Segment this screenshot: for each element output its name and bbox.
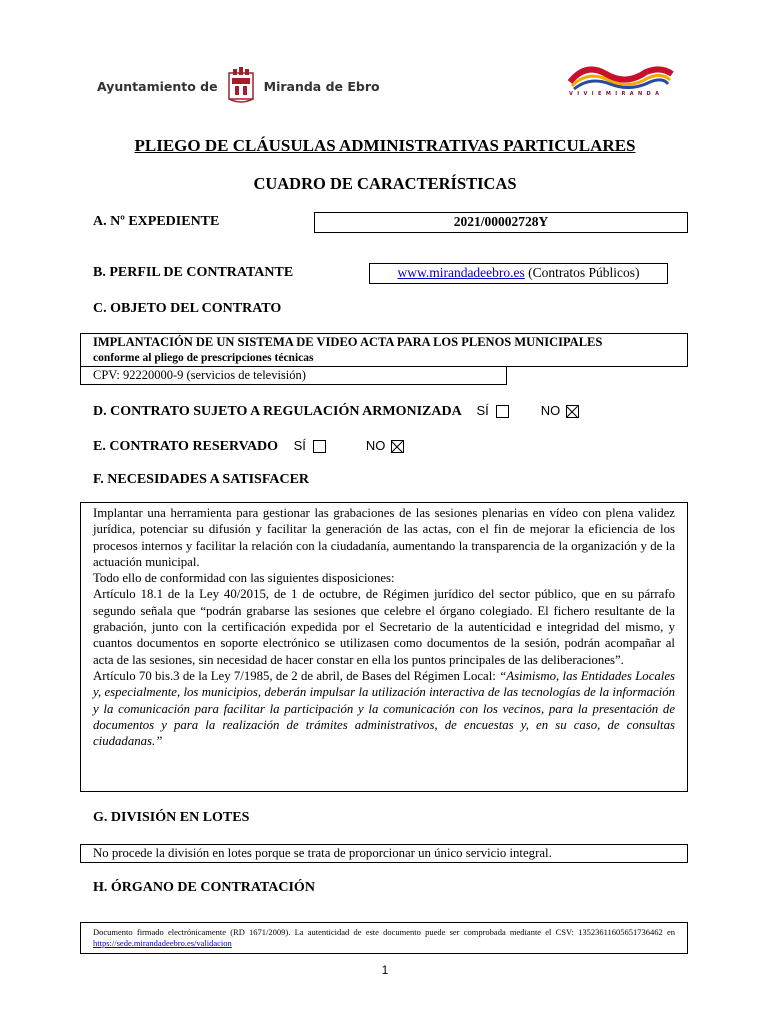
page-number: 1 — [381, 963, 389, 977]
perfil-link[interactable]: www.mirandadeebro.es — [397, 265, 525, 280]
necesidades-paragraph-3: Artículo 18.1 de la Ley 40/2015, de 1 de octubre, de Régimen jurídico del sector público, que en su párrafo segundo señala que “podrán grabarse las sesiones que celebre el órgano colegiado. El fichero resultante de la grabación, junto con la certificación expedida por el Secretario de la autenticidad e integridad del mismo, y cuantos documentos en soporte electrónico se utilizasen como documentos de la sesión, podrán acompañar al acta de las sesiones, sin necesidad de hacer constar en ella los puntos principales de las deliberaciones”. — [93, 587, 675, 667]
necesidades-paragraph-4 — [93, 668, 675, 749]
section-g-label: G. DIVISIÓN EN LOTES — [93, 810, 250, 825]
article-70-quote: “Asimismo, las Entidades Locales y, especialmente, los municipios, deberán impulsar la utilización interactiva de las tecnologías de la información y la comunicación para facilitar la participación y la comunicación con los vecinos, para la presentación de documentos y para la realización de trámites administrativos, de encuestas y, en su caso, de consultas ciudadanas.” — [93, 668, 676, 749]
necesidades-paragraph-2: Todo ello de conformidad con las siguientes disposiciones: — [93, 571, 395, 586]
csv-note-text: Documento firmado electrónicamente (RD 1671/2009). La autenticidad de este documento puede ser comprobada mediante el CSV: 13523611605651736462 en — [93, 927, 675, 937]
section-a-label: A. Nº EXPEDIENTE — [93, 214, 220, 229]
perfil-link-suffix: (Contratos Públicos) — [524, 265, 640, 280]
section-e-row — [93, 438, 404, 455]
coat-of-arms-icon — [226, 67, 256, 105]
necesidades-paragraph-1: Implantar una herramienta para gestionar las grabaciones de las sesiones plenarias en vídeo con plena validez jurídica, potenciar su difusión y facilitar la generación de las actas, con el fin de mejorar la eficiencia de los procesos internos y facilitar la relación con la ciudadanía, aumentando la transparencia de la organización y de la actuación municipal. — [93, 506, 675, 569]
section-h-label: H. ÓRGANO DE CONTRATACIÓN — [93, 880, 315, 895]
objeto-line2: conforme al pliego de prescripciones técnicas — [93, 351, 314, 364]
section-e-no-label: NO — [365, 438, 386, 453]
section-f-label: F. NECESIDADES A SATISFACER — [93, 472, 310, 487]
section-d-row — [93, 403, 579, 420]
cpv-box: CPV: 92220000-9 (servicios de televisión) — [80, 366, 507, 385]
section-c-label: C. OBJETO DEL CONTRATO — [93, 301, 282, 316]
section-e-yes-label: SÍ — [293, 438, 306, 453]
logo-left-prefix: Ayuntamiento de — [97, 78, 218, 94]
section-e-no-checkbox[interactable] — [391, 440, 404, 453]
logo-right-letters: VIVIEMIRANDA — [569, 91, 664, 97]
article-70-intro: Artículo 70 bis.3 de la Ley 7/1985, de 2 de abril, de Bases del Régimen Local: — [93, 668, 500, 683]
section-d-label: D. CONTRATO SUJETO A REGULACIÓN ARMONIZADA — [93, 404, 461, 419]
validation-link[interactable]: https://sede.mirandadeebro.es/validacion — [93, 938, 232, 948]
logo-left-suffix: Miranda de Ebro — [263, 78, 380, 94]
section-b-label: B. PERFIL DE CONTRATANTE — [93, 265, 294, 280]
objeto-line1: IMPLANTACIÓN DE UN SISTEMA DE VIDEO ACTA PARA LOS PLENOS MUNICIPALES — [93, 335, 603, 349]
page-title: PLIEGO DE CLÁUSULAS ADMINISTRATIVAS PARTICULARES — [134, 136, 636, 155]
lotes-box: No procede la división en lotes porque se trata de proporcionar un único servicio integral. — [80, 844, 688, 863]
section-e-label: E. CONTRATO RESERVADO — [93, 439, 279, 454]
necesidades-box — [80, 502, 688, 792]
expediente-value: 2021/00002728Y — [314, 212, 688, 233]
csv-footer-note — [80, 922, 688, 954]
section-e-yes-checkbox[interactable] — [313, 440, 326, 453]
ayuntamiento-logo — [97, 66, 380, 106]
page-subtitle: CUADRO DE CARACTERÍSTICAS — [253, 174, 517, 193]
section-d-yes-label: SÍ — [476, 403, 489, 418]
section-d-no-label: NO — [540, 403, 561, 418]
section-d-no-checkbox[interactable] — [566, 405, 579, 418]
objeto-box — [80, 333, 688, 367]
perfil-contratante-box — [369, 263, 668, 284]
section-d-yes-checkbox[interactable] — [496, 405, 509, 418]
